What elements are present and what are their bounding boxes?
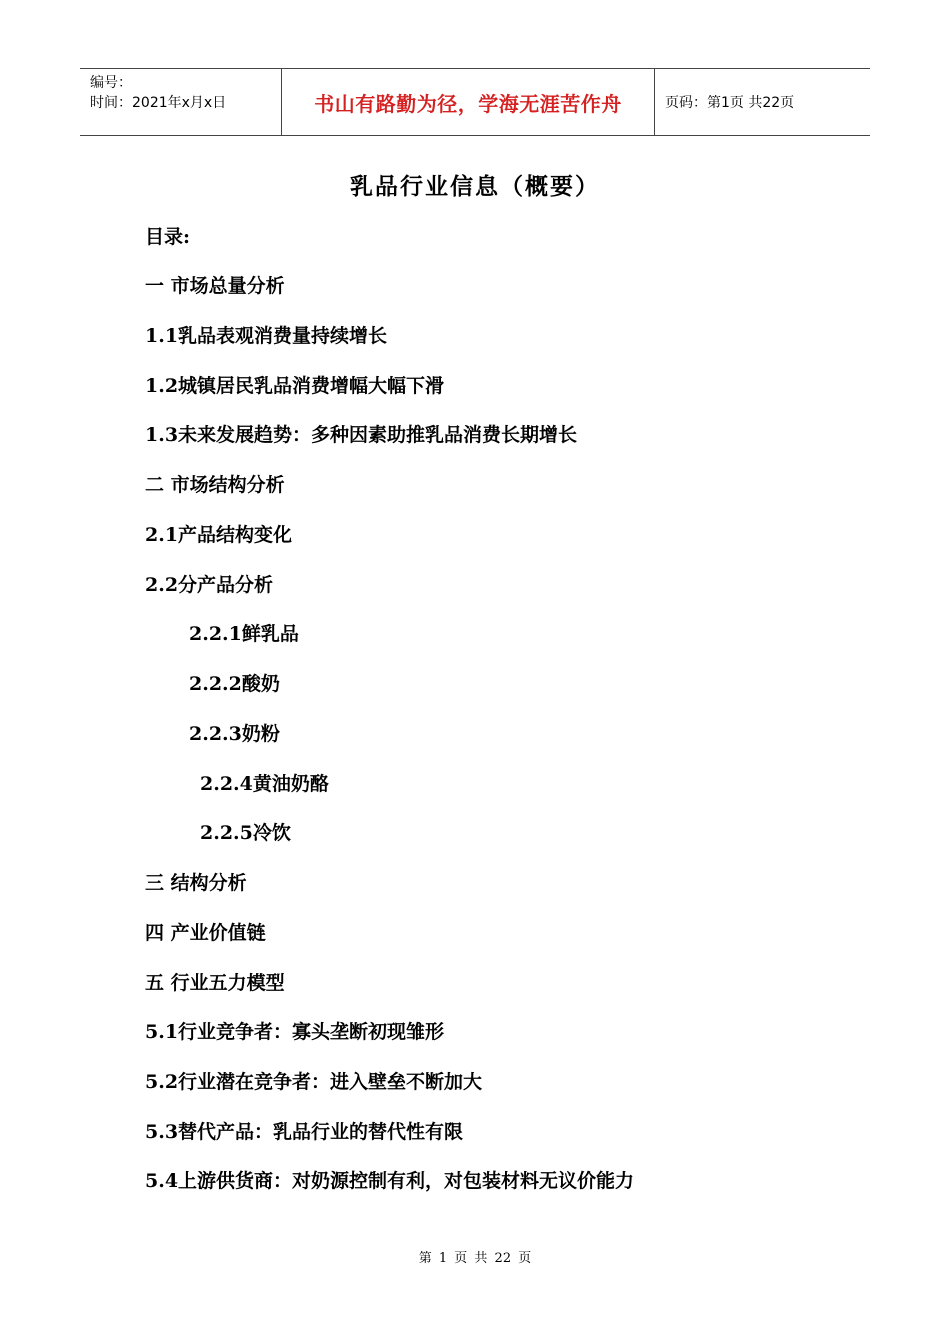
header-motto: 书山有路勤为径，学海无涯苦作舟: [314, 91, 622, 116]
document-title: 乳品行业信息（概要）: [350, 173, 600, 200]
toc-item: 四 产业价值链: [145, 922, 266, 944]
toc-item: 二 市场结构分析: [145, 474, 285, 496]
toc-item: 5.3替代产品：乳品行业的替代性有限: [145, 1121, 464, 1143]
toc-item: 2.2分产品分析: [145, 574, 274, 596]
toc-heading: 目录:: [145, 226, 191, 248]
header-motto-cell: [282, 69, 655, 135]
document-time-label: 时间：2021年x月x日: [90, 95, 227, 111]
toc-item: 三 结构分析: [145, 872, 247, 894]
toc-item: 2.2.1鲜乳品: [189, 623, 299, 645]
header-page-info: 页码：第1页 共22页: [665, 95, 795, 111]
toc-item: 1.1乳品表观消费量持续增长: [145, 325, 388, 347]
toc-item: 5.4上游供货商：对奶源控制有利，对包装材料无议价能力: [145, 1170, 635, 1192]
toc-item: 5.2行业潜在竞争者：进入壁垒不断加大: [145, 1071, 483, 1093]
toc-item: 五 行业五力模型: [145, 972, 285, 994]
document-number-label: 编号：: [90, 75, 132, 91]
page-footer: 第 1 页 共 22 页: [418, 1251, 532, 1266]
toc-item: 2.2.2酸奶: [189, 673, 280, 695]
toc-item: 2.2.4黄油奶酪: [200, 773, 329, 795]
toc-item: 5.1行业竞争者：寡头垄断初现雏形: [145, 1021, 445, 1043]
toc-item: 一 市场总量分析: [145, 275, 285, 297]
toc-item: 1.3未来发展趋势：多种因素助推乳品消费长期增长: [145, 424, 578, 446]
toc-item: 1.2城镇居民乳品消费增幅大幅下滑: [145, 375, 445, 397]
header-page-cell: [655, 69, 870, 135]
header-meta-cell: [80, 69, 282, 135]
toc-item: 2.1产品结构变化: [145, 524, 293, 546]
toc-item: 2.2.3奶粉: [189, 723, 280, 745]
toc-item: 2.2.5冷饮: [200, 822, 291, 844]
page-header: [80, 68, 870, 136]
